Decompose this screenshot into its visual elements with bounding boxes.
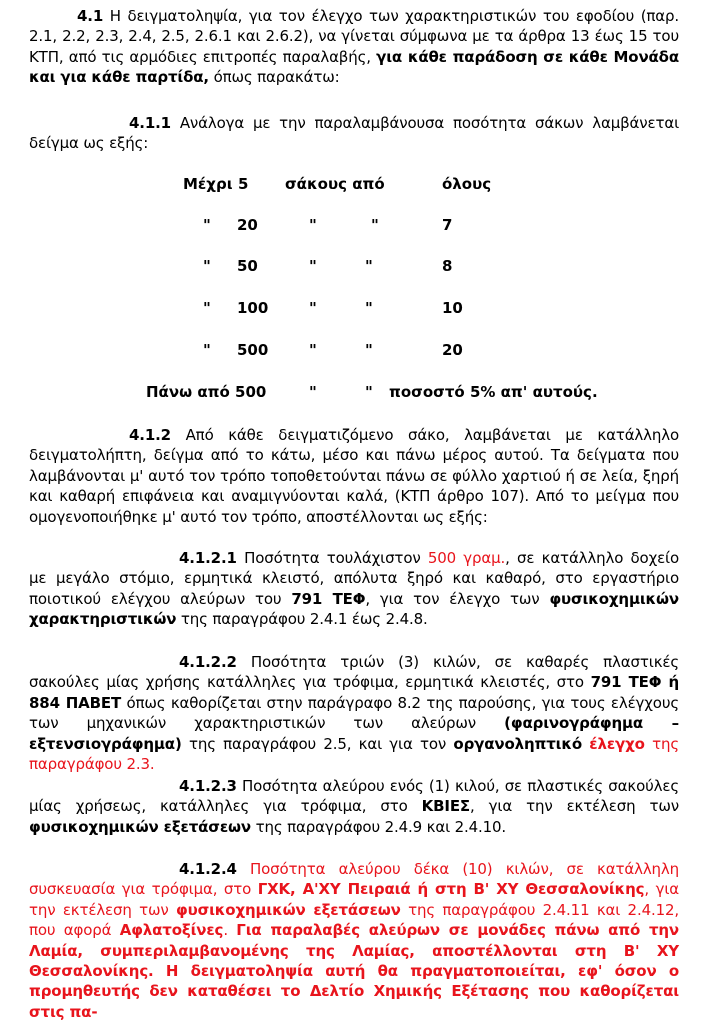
last-row-sample: ποσοστό 5% απ' αυτούς. — [389, 383, 598, 401]
bold-text: 791 ΤΕΦ — [291, 589, 366, 608]
bold-text: ΚΒΙΕΣ — [421, 797, 471, 816]
ditto-mark: " — [309, 257, 317, 275]
row-qty: 500 — [237, 341, 269, 359]
bold-text: (φαρινογράφημα – εξτενσιογράφημα) — [29, 714, 679, 753]
ditto-mark: " — [309, 299, 317, 317]
row-qty: 20 — [237, 216, 258, 234]
red-text: , για την εκτέλεση των — [29, 880, 679, 919]
text: , για τον έλεγχο των — [365, 589, 550, 608]
ditto-mark: " — [365, 383, 373, 401]
table-header-bags: σάκους από — [285, 175, 385, 193]
red-text: . — [223, 921, 237, 940]
text: όπως παρακάτω: — [208, 68, 340, 87]
ditto-mark: " — [365, 299, 373, 317]
paragraph-4-1-2 — [29, 425, 679, 527]
paragraph-4-1-2-4 — [29, 859, 679, 1022]
row-qty: 100 — [237, 299, 269, 317]
bold-text: για κάθε παράδοση σε κάθε Μονάδα και για κάθε παρτίδα, — [29, 47, 679, 87]
paragraph-4-1-1 — [29, 113, 679, 154]
red-bold-text: Για παραλαβές αλεύρων σε μονάδες πάνω από την Λαμία, συμπεριλαμβανομένης της Λαμίας, αποστέλλονται στη Β' ΧΥ Θεσσαλονίκης. Η δειγματοληψία αυτή θα πραγματοποιείται, εφ' όσον ο προμηθευτής δεν καταθέσει το Δελτίο Χημικής Εξέτασης που καθορίζεται στις πα- — [29, 921, 679, 1021]
section-number: 4.1 — [77, 7, 104, 25]
text: Ποσότητα τριών (3) κιλών, σε καθαρές πλαστικές σακούλες μίας χρήσης κατάλληλες για τρόφιμα, ερμητικά κλειστές, στο — [29, 653, 679, 692]
red-bold-text: ΓΧΚ, Α'ΧΥ Πειραιά ή στη Β' ΧΥ Θεσσαλονίκης — [257, 880, 645, 899]
ditto-mark: " — [365, 257, 373, 275]
text: της παραγράφου 2.5, και για τον — [181, 734, 454, 753]
ditto-mark: " — [309, 383, 317, 401]
ditto-mark: " — [203, 341, 211, 359]
red-text: της παραγράφου 2.4.11 και 2.4.12, που αφορά — [29, 900, 679, 940]
bold-text: φυσικοχημικών χαρακτηριστικών — [29, 589, 679, 629]
table-header-upto: Μέχρι — [183, 175, 233, 193]
ditto-mark: " — [203, 299, 211, 317]
table-header-qty: 5 — [238, 175, 249, 193]
red-bold-text: Αφλατοξίνες — [119, 921, 224, 940]
red-bold-text: έλεγχο — [589, 734, 645, 753]
ditto-mark: " — [371, 216, 379, 234]
text: Ποσότητα τουλάχιστον — [236, 549, 428, 567]
last-row-label: Πάνω από 500 — [146, 383, 267, 401]
table-header-all: όλους — [442, 175, 492, 193]
section-number: 4.1.2.3 — [179, 777, 237, 795]
red-text: της παραγράφου 2.3. — [29, 734, 679, 774]
text: της παραγράφου 2.4.9 και 2.4.10. — [251, 817, 507, 836]
paragraph-4-1-2-3 — [29, 776, 679, 837]
ditto-mark: " — [203, 216, 211, 234]
ditto-mark: " — [309, 341, 317, 359]
section-number: 4.1.2.1 — [179, 549, 237, 567]
section-number: 4.1.2.4 — [179, 860, 237, 878]
paragraph-4-1-2-1 — [29, 548, 679, 630]
ditto-mark: " — [309, 216, 317, 234]
ditto-mark: " — [203, 257, 211, 275]
ditto-mark: " — [365, 341, 373, 359]
section-number: 4.1.2 — [129, 426, 171, 444]
bold-text: φυσικοχημικών εξετάσεων — [29, 817, 251, 836]
paragraph-4-1 — [29, 6, 679, 88]
red-bold-text: φυσικοχημικών εξετάσεων — [176, 900, 401, 919]
text: , σε κατάλληλο δοχείο με μεγάλο στόμιο, ερμητικά κλειστό, απόλυτα ξηρό και καθαρό, στο εργαστήριο ποιοτικού ελέγχου αλεύρων του — [29, 549, 679, 608]
red-text: 500 γραμ. — [427, 549, 506, 567]
section-number: 4.1.2.2 — [179, 653, 237, 671]
paragraph-4-1-2-2 — [29, 652, 679, 774]
text: Η δειγματοληψία, για τον έλεγχο των χαρακτηριστικών του εφοδίου (παρ. 2.1, 2.2, 2.3, 2.4, 2.5, 2.6.1 και 2.6.2), να γίνεται σύμφωνα με τα άρθρα 13 έως 15 του ΚΤΠ, από τις αρμόδιες επιτροπές παραλαβής, — [29, 7, 679, 66]
row-sample: 10 — [442, 299, 463, 317]
text: Από κάθε δειγματιζόμενο σάκο, λαμβάνεται με κατάλληλο δειγματολήπτη, δείγμα από το κάτω, μέσο και πάνω μέρος αυτού. Τα δείγματα που λαμβάνονται μ' αυτό τον τρόπο τοποθετούνται πάνω σε φύλλο χαρτιού ή σε λεία, ξηρή και καθαρή επιφάνεια και αναμιγνύονται καλά, (ΚΤΠ άρθρο 107). Από το μείγμα που ομογενοποιήθηκε μ' αυτό τον τρόπο, αποστέλλονται ως εξής: — [29, 426, 679, 526]
text: Ανάλογα με την παραλαμβάνουσα ποσότητα σάκων λαμβάνεται δείγμα ως εξής: — [29, 114, 679, 153]
section-number: 4.1.1 — [129, 114, 171, 132]
row-qty: 50 — [237, 257, 258, 275]
row-sample: 7 — [442, 216, 453, 234]
bold-text: 791 ΤΕΦ ή 884 ΠΑΒΕΤ — [29, 673, 679, 712]
row-sample: 20 — [442, 341, 463, 359]
text: Ποσότητα αλεύρου ενός (1) κιλού, σε πλαστικές σακούλες μίας χρήσεως, κατάλληλες για τρόφιμα, στο — [29, 777, 679, 816]
text: της παραγράφου 2.4.1 έως 2.4.8. — [176, 610, 428, 629]
red-text: Ποσότητα αλεύρου δέκα (10) κιλών, σε κατάλληλη συσκευασία για τρόφιμα, στο — [29, 860, 679, 899]
text: όπως καθορίζεται στην παράγραφο 8.2 της παρούσης, για τους ελέγχους των μηχανικών χαρακτηριστικών των αλεύρων — [29, 693, 679, 733]
row-sample: 8 — [442, 257, 453, 275]
bold-text: οργανοληπτικό — [453, 734, 582, 753]
text: , για την εκτέλεση των — [470, 797, 679, 816]
